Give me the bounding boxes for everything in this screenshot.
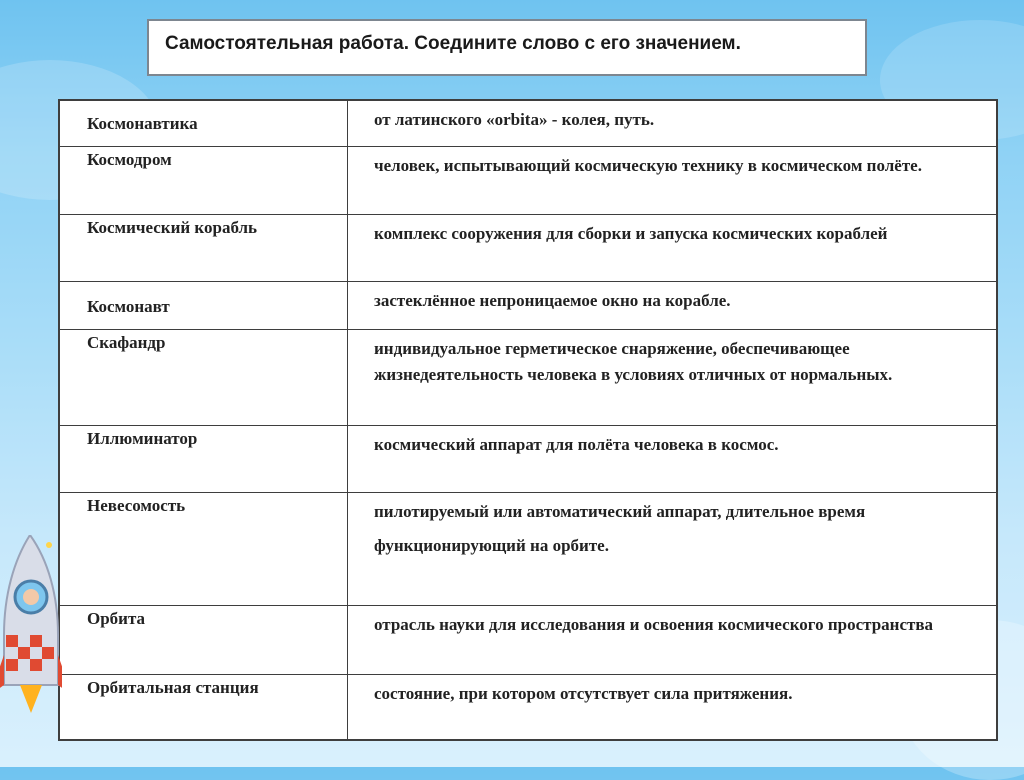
table-row (59, 100, 997, 146)
definition-cell (348, 492, 998, 605)
matching-table (58, 99, 998, 741)
term-cell: Орбитальная станция (59, 674, 348, 740)
table-row (59, 425, 997, 492)
definition-cell: индивидуальное герметическое снаряжение, обеспечивающее жизнедеятельность человека в условиях отличных от нормальных. (348, 329, 998, 425)
term-cell: Скафандр (59, 329, 348, 425)
term-cell: Невесомость (59, 492, 348, 605)
table-row (59, 492, 997, 605)
table-row (59, 605, 997, 674)
table-row (59, 146, 997, 214)
rocket-icon (0, 535, 62, 720)
table-row (59, 214, 997, 281)
table-row (59, 674, 997, 740)
term-cell: Орбита (59, 605, 348, 674)
table-row (59, 281, 997, 329)
term-cell: Иллюминатор (59, 425, 348, 492)
term-cell: Космонавт (59, 281, 348, 329)
page-title: Самостоятельная работа. Соедините слово с его значением. (165, 33, 741, 54)
definition-text: пилотируемый или автоматический аппарат, длительное время (374, 501, 866, 521)
term-cell: Космонавтика (59, 100, 348, 146)
definition-cell: комплекс сооружения для сборки и запуска космических кораблей (348, 214, 998, 281)
definition-cell: состояние, при котором отсутствует сила притяжения. (348, 674, 998, 740)
definition-cell: человек, испытывающий космическую технику в космическом полёте. (348, 146, 998, 214)
term-cell: Космодром (59, 146, 348, 214)
term-cell: Космический корабль (59, 214, 348, 281)
definition-cell: от латинского «orbita» - колея, путь. (348, 100, 998, 146)
table-row (59, 329, 997, 425)
title-box (147, 19, 867, 76)
definition-cell: застеклённое непроницаемое окно на корабле. (348, 281, 998, 329)
definition-cell: космический аппарат для полёта человека в космос. (348, 425, 998, 492)
definition-text-continued: функционирующий на орбите. (374, 535, 609, 555)
definition-cell: отрасль науки для исследования и освоения космического пространства (348, 605, 998, 674)
